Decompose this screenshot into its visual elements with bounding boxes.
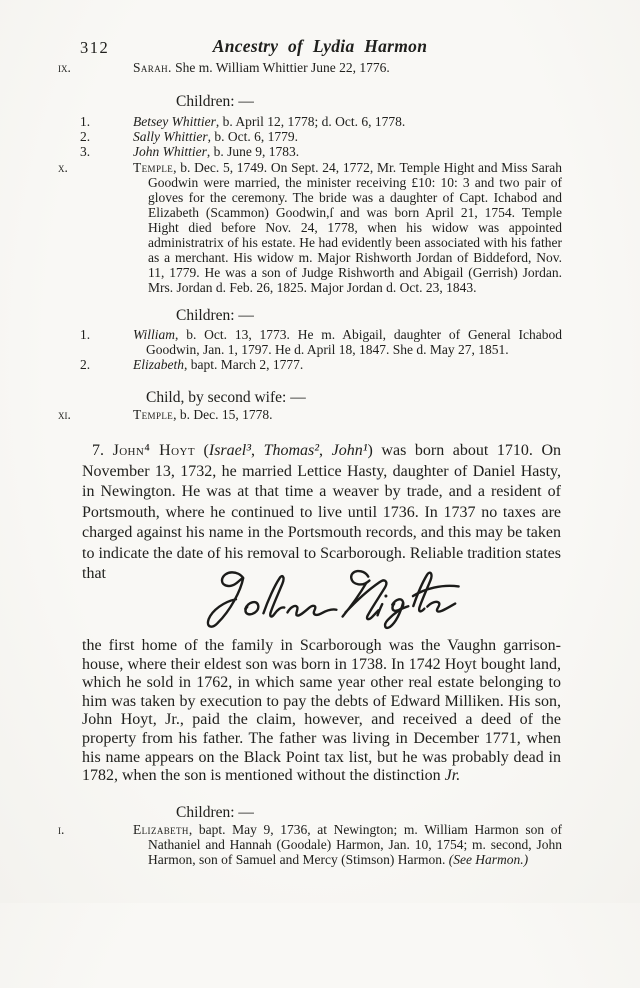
page-title: Ancestry of Lydia Harmon [120, 36, 520, 57]
text-segment: Thomas² [264, 442, 319, 459]
child-number: 2. [113, 129, 133, 144]
text-segment: 7. [92, 442, 113, 459]
text-segment: Israel³ [209, 442, 251, 459]
child-name: John Whittier [133, 144, 207, 159]
text-segment: , [319, 442, 332, 459]
child-list-item [82, 129, 562, 144]
text-segment: Temple [133, 160, 173, 175]
page-number: 312 [80, 38, 109, 58]
entry-temple [82, 160, 562, 295]
child-number: 3. [113, 144, 133, 159]
child-detail: , b. April 12, 1778; d. Oct. 6, 1778. [216, 114, 405, 129]
children-heading: Children: — [176, 804, 254, 821]
children-list [82, 327, 562, 372]
child-detail: , b. June 9, 1783. [207, 144, 299, 159]
entry-temple-second [82, 407, 562, 422]
child-name: Betsey Whittier [133, 114, 216, 129]
entry-elizabeth [82, 822, 562, 867]
child-detail: , b. Oct. 13, 1773. He m. Abigail, daughter of General Ichabod Goodwin, Jan. 1, 1797. He d. April 18, 1847. She d. May 27, 1851. [146, 327, 562, 357]
entry-numeral: x. [103, 160, 133, 175]
child-name: William [133, 327, 175, 342]
child-number: 1. [113, 114, 133, 129]
scarborough-paragraph [82, 637, 561, 786]
text-segment: , [251, 442, 264, 459]
child-name: Sally Whittier [133, 129, 208, 144]
signature-image [195, 559, 463, 638]
john-hoyt-paragraph [82, 441, 561, 585]
text-segment: John⁴ Hoyt [113, 442, 195, 459]
text-segment: Elizabeth [133, 822, 189, 837]
text-segment: ( [195, 442, 209, 459]
entry-numeral: ix. [103, 60, 133, 75]
text-segment: She m. William Whittier June 22, 1776. [172, 60, 390, 75]
text-segment: ) was born about 1710. On November 13, 1732, he married Lettice Hasty, daughter of Daniel Hasty, in Newington. He was at that time a weaver by trade, and a resident of Portsmouth, where he continued to live until 1736. In 1737 no taxes are charged against his name in the Portsmouth records, and this may be taken to indicate the date of his removal to Scarborough. Reliable tradition states that [82, 442, 561, 582]
child-list-item [82, 357, 562, 372]
child-number: 2. [113, 357, 133, 372]
children-heading: Children: — [176, 307, 254, 324]
text-segment: Jr. [445, 767, 461, 784]
text-segment: (See Harmon.) [449, 852, 528, 867]
entry-numeral: xi. [103, 407, 133, 422]
signature-strokes [195, 559, 463, 638]
text-segment: Sarah. [133, 60, 172, 75]
second-wife-heading: Child, by second wife: — [146, 389, 306, 406]
text-segment: , bapt. May 9, 1736, at Newington; m. William Harmon son of Nathaniel and Hannah (Goodale) Harmon, Jan. 10, 1754; m. second, John Harmon, son of Samuel and Mercy (Stimson) Harmon. [148, 822, 562, 867]
child-detail: , bapt. March 2, 1777. [184, 357, 303, 372]
text-segment: , b. Dec. 5, 1749. On Sept. 24, 1772, Mr. Temple Hight and Miss Sarah Goodwin were married, the minister receiving £10: 10: 3 and two pair of gloves for the ceremony. The bride was a daughter of Capt. Ichabod and Elizabeth (Scammon) Goodwin,ſ and was born April 21, 1754. Temple Hight died before Nov. 24, 1778, when his widow was appointed administratrix of his estate. He had evidently been associated with his father as a merchant. His widow m. Major Rishworth Jordan of Biddeford, Nov. 11, 1779. He was a son of Judge Rishworth and Abigail (Gerrish) Jordan. Mrs. Jordan d. Feb. 26, 1825. Major Jordan d. Oct. 23, 1843. [148, 160, 562, 295]
entry-text [133, 407, 273, 422]
entry-text [133, 160, 562, 295]
text-segment: Temple [133, 407, 173, 422]
child-list-item [82, 114, 562, 129]
child-list-item [82, 144, 562, 159]
entry-sarah [82, 60, 562, 75]
entry-text [133, 60, 390, 75]
child-name: Elizabeth [133, 357, 184, 372]
entry-text [133, 822, 562, 867]
child-list-item [82, 327, 562, 357]
children-list [82, 114, 562, 159]
child-detail: , b. Oct. 6, 1779. [208, 129, 298, 144]
text-segment: John¹ [332, 442, 368, 459]
text-segment: , b. Dec. 15, 1778. [173, 407, 272, 422]
children-heading: Children: — [176, 93, 254, 110]
text-segment: the first home of the family in Scarborough was the Vaughn garrison-house, where their eldest son was born in 1738. In 1742 Hoyt bought land, which he sold in 1762, in which same year other real estate belonging to him was taken by execution to pay the debts of Edward Milliken. His son, John Hoyt, Jr., paid the claim, however, and received a deed of the property from his father. The father was living in December 1771, when his name appears on the Black Point tax list, but he was probably dead in 1782, when the son is mentioned without the distinction [82, 637, 561, 784]
entry-numeral: i. [103, 822, 133, 837]
child-number: 1. [113, 327, 133, 342]
